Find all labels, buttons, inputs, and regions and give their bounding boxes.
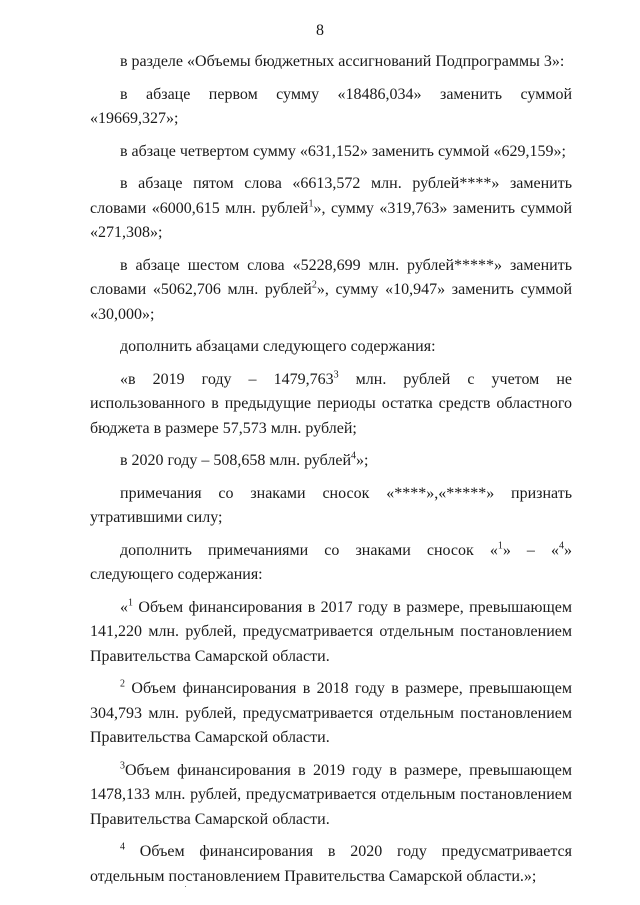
text-segment: », сумму «10,947» заменить суммой «30,000»; xyxy=(90,281,573,323)
text-segment: Объем финансирования в 2017 году в размере, превышающем 141,220 млн. рублей, предусматривается отдельным постановлением Правительства Самарской области. xyxy=(90,598,572,665)
footnote-mark: 4 xyxy=(559,540,564,552)
paragraph-add-intro: дополнить абзацами следующего содержания: xyxy=(120,338,436,355)
paragraph-2019 xyxy=(90,368,572,442)
text-segment: » следующего содержания: xyxy=(90,541,572,583)
text-segment: » – « xyxy=(502,541,559,559)
footnote-mark: 3 xyxy=(333,369,339,381)
footnote-3 xyxy=(90,759,572,833)
text-segment: Объем финансирования в 2018 году в размере, превышающем 304,793 млн. рублей, предусматривается отдельным постановлением Правительства Самарской области. xyxy=(90,680,572,746)
page-number: 8 xyxy=(316,22,324,39)
footnote-mark: 4 xyxy=(120,841,125,853)
scan-speck xyxy=(185,886,186,887)
paragraph-amendment-fourth: в абзаце четвертом сумму «631,152» заменить суммой «629,159»; xyxy=(120,142,566,160)
footnote-mark: 3 xyxy=(120,760,125,772)
text-segment: Объем финансирования в 2020 году предусматривается отдельным постановлением Правительства Самарской области.»; xyxy=(90,843,572,885)
paragraph-2020 xyxy=(90,449,572,474)
footnote-4 xyxy=(90,840,572,889)
text-segment: « xyxy=(120,598,128,616)
paragraph-amendment-first: в абзаце первом сумму «18486,034» заменить суммой «19669,327»; xyxy=(90,85,572,127)
paragraph-section-heading: в разделе «Объемы бюджетных ассигнований Подпрограммы 3»: xyxy=(120,53,565,70)
text-segment: »; xyxy=(356,452,369,469)
footnote-mark: 1 xyxy=(308,198,314,210)
footnote-mark: 1 xyxy=(128,597,133,609)
footnote-2 xyxy=(90,677,572,751)
document-body xyxy=(90,50,572,889)
footnote-mark: 2 xyxy=(120,678,125,690)
text-segment: в 2020 году – 508,658 млн. рублей xyxy=(120,452,352,469)
footnote-mark: 1 xyxy=(497,540,503,552)
paragraph-amendment-fifth xyxy=(90,172,572,246)
text-segment: в абзаце шестом слова «5228,699 млн. рублей*****» заменить словами «5062,706 млн. рублей xyxy=(90,256,572,298)
text-segment: Объем финансирования в 2019 году в размере, превышающем 1478,133 млн. рублей, предусматривается отдельным постановлением Правительства Самарской области. xyxy=(90,761,572,828)
text-segment: млн. рублей с учетом не использованного в предыдущие периоды остатка средств областного бюджета в размере 57,573 млн. рублей; xyxy=(90,370,572,437)
paragraph-notes-void: примечания со знаками сносок «****»,«*****» признать утратившими силу; xyxy=(90,484,572,526)
paragraph-notes-add xyxy=(90,539,572,588)
text-segment: в абзаце пятом слова «6613,572 млн. рублей****» заменить словами «6000,615 млн. рублей xyxy=(90,175,572,217)
text-segment: », сумму «319,763» заменить суммой «271,308»; xyxy=(90,199,573,241)
footnote-1 xyxy=(90,596,572,670)
footnote-mark: 2 xyxy=(311,279,317,291)
text-segment: «в 2019 году – 1479,763 xyxy=(120,370,334,388)
footnote-mark: 4 xyxy=(351,450,357,462)
text-segment: дополнить примечаниями со знаками сносок « xyxy=(120,541,498,559)
paragraph-amendment-sixth xyxy=(90,254,572,328)
